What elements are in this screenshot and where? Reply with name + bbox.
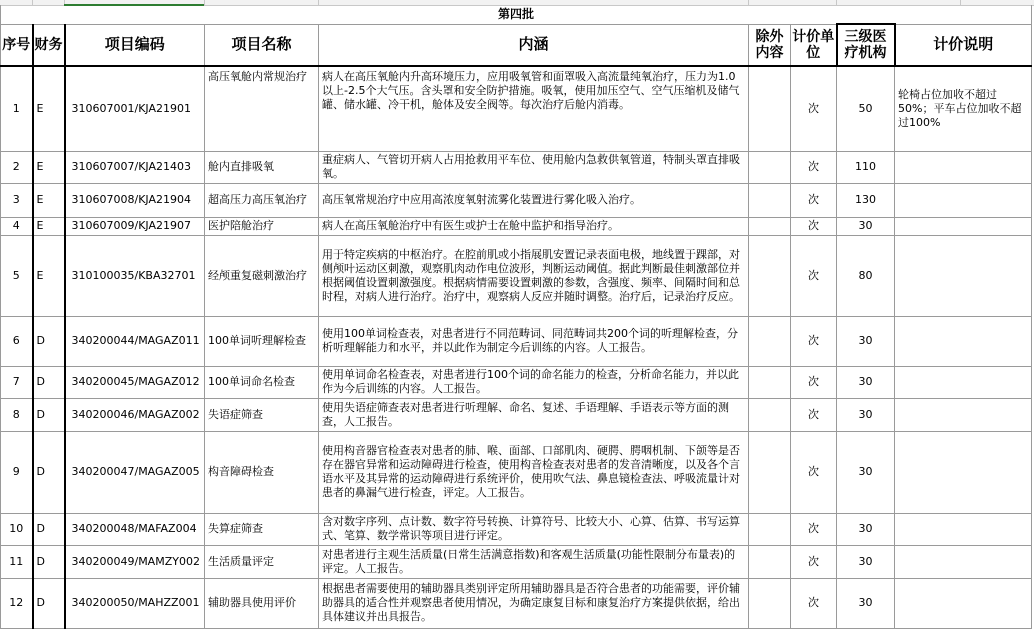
cell-note[interactable]	[895, 398, 1032, 431]
cell-code[interactable]: 310607007/KJA21403	[65, 151, 205, 183]
header-name[interactable]: 项目名称	[205, 24, 319, 66]
table-row	[1, 366, 1032, 398]
table-row	[1, 316, 1032, 366]
cell-seq[interactable]: 11	[1, 545, 33, 578]
table-row	[1, 217, 1032, 235]
cell-price[interactable]: 30	[837, 578, 895, 628]
cell-excluded[interactable]	[749, 513, 791, 545]
cell-code[interactable]: 340200047/MAGAZ005	[65, 431, 205, 513]
cell-note[interactable]: 轮椅占位加收不超过50%；平车占位加收不超过100%	[895, 66, 1032, 151]
table-row	[1, 545, 1032, 578]
cell-excluded[interactable]	[749, 316, 791, 366]
cell-price[interactable]: 30	[837, 366, 895, 398]
cell-excluded[interactable]	[749, 545, 791, 578]
cell-seq[interactable]: 1	[1, 66, 33, 151]
cell-code[interactable]: 340200048/MAFAZ004	[65, 513, 205, 545]
cell-content[interactable]: 高压氧常规治疗中应用高浓度氧射流雾化装置进行雾化吸入治疗。	[319, 183, 749, 217]
table-row	[1, 183, 1032, 217]
cell-price[interactable]: 110	[837, 151, 895, 183]
cell-unit[interactable]: 次	[791, 545, 837, 578]
cell-seq[interactable]: 10	[1, 513, 33, 545]
table-row	[1, 235, 1032, 316]
cell-code[interactable]: 340200049/MAMZY002	[65, 545, 205, 578]
cell-excluded[interactable]	[749, 183, 791, 217]
table-row	[1, 398, 1032, 431]
cell-content[interactable]: 使用单词命名检查表，对患者进行100个词的命名能力的检查，分析命名能力，并以此作为今后训练的内容。人工报告。	[319, 366, 749, 398]
cell-note[interactable]	[895, 316, 1032, 366]
cell-code[interactable]: 310607009/KJA21907	[65, 217, 205, 235]
cell-finance[interactable]: D	[33, 398, 65, 431]
cell-unit[interactable]: 次	[791, 183, 837, 217]
cell-price[interactable]: 30	[837, 431, 895, 513]
cell-content[interactable]: 病人在高压氧舱内升高环境压力，应用吸氧管和面罩吸入高流量纯氧治疗，压力为1.0以上-2.5个大气压。含头罩和安全防护措施。吸氧，使用加压空气、空气压缩机及储气罐、储水罐、冷干机，舱体及安全阀等。每次治疗后舱内消毒。	[319, 66, 749, 151]
cell-seq[interactable]: 8	[1, 398, 33, 431]
cell-code[interactable]: 340200050/MAHZZ001	[65, 578, 205, 628]
table-row	[1, 151, 1032, 183]
table-row	[1, 431, 1032, 513]
cell-seq[interactable]: 12	[1, 578, 33, 628]
cell-unit[interactable]: 次	[791, 398, 837, 431]
cell-price[interactable]: 30	[837, 545, 895, 578]
cell-content[interactable]: 对患者进行主观生活质量(日常生活满意指数)和客观生活质量(功能性限制分布量表)的评定。人工报告。	[319, 545, 749, 578]
cell-seq[interactable]: 7	[1, 366, 33, 398]
header-note[interactable]: 计价说明	[895, 24, 1032, 66]
cell-name[interactable]: 构音障碍检查	[205, 431, 319, 513]
header-code[interactable]: 项目编码	[65, 24, 205, 66]
cell-note[interactable]	[895, 545, 1032, 578]
cell-code[interactable]: 340200045/MAGAZ012	[65, 366, 205, 398]
batch-title[interactable]: 第四批	[1, 5, 1032, 24]
cell-price[interactable]: 30	[837, 217, 895, 235]
cell-seq[interactable]: 4	[1, 217, 33, 235]
cell-unit[interactable]: 次	[791, 366, 837, 398]
cell-content[interactable]: 病人在高压氧舱治疗中有医生或护士在舱中监护和指导治疗。	[319, 217, 749, 235]
header-finance[interactable]: 财务	[33, 24, 65, 66]
cell-price[interactable]: 130	[837, 183, 895, 217]
header-content[interactable]: 内涵	[319, 24, 749, 66]
cell-excluded[interactable]	[749, 151, 791, 183]
cell-finance[interactable]: D	[33, 578, 65, 628]
cell-finance[interactable]: E	[33, 151, 65, 183]
header-unit[interactable]: 计价单位	[791, 24, 837, 66]
cell-excluded[interactable]	[749, 431, 791, 513]
cell-note[interactable]	[895, 217, 1032, 235]
cell-code[interactable]: 310607001/KJA21901	[65, 66, 205, 151]
price-table	[0, 5, 1032, 629]
cell-note[interactable]	[895, 235, 1032, 316]
cell-content[interactable]: 使用100单词检查表，对患者进行不同范畴词、同范畴词共200个词的听理解检查，分析听理解能力和水平，并以此作为制定今后训练的内容。人工报告。	[319, 316, 749, 366]
cell-content[interactable]: 使用失语症筛查表对患者进行听理解、命名、复述、手语理解、手语表示等方面的测查，人工报告。	[319, 398, 749, 431]
header-price[interactable]: 三级医疗机构	[837, 24, 895, 66]
cell-excluded[interactable]	[749, 366, 791, 398]
cell-code[interactable]: 310100035/KBA32701	[65, 235, 205, 316]
cell-seq[interactable]: 9	[1, 431, 33, 513]
cell-name[interactable]: 经颅重复磁刺激治疗	[205, 235, 319, 316]
cell-code[interactable]: 340200046/MAGAZ002	[65, 398, 205, 431]
table-row	[1, 578, 1032, 628]
cell-price[interactable]: 80	[837, 235, 895, 316]
cell-finance[interactable]: D	[33, 513, 65, 545]
cell-seq[interactable]: 2	[1, 151, 33, 183]
cell-content[interactable]: 根据患者需要使用的辅助器具类别评定所用辅助器具是否符合患者的功能需要，评价辅助器具的适合性并观察患者使用情况，为确定康复目标和康复治疗方案提供依据，给出具体建议并出具报告。	[319, 578, 749, 628]
cell-note[interactable]	[895, 578, 1032, 628]
cell-unit[interactable]: 次	[791, 431, 837, 513]
cell-finance[interactable]: D	[33, 366, 65, 398]
table-row	[1, 513, 1032, 545]
cell-unit[interactable]: 次	[791, 513, 837, 545]
cell-price[interactable]: 30	[837, 513, 895, 545]
cell-name[interactable]: 超高压力高压氧治疗	[205, 183, 319, 217]
cell-excluded[interactable]	[749, 398, 791, 431]
cell-unit[interactable]: 次	[791, 66, 837, 151]
cell-name[interactable]: 100单词听理解检查	[205, 316, 319, 366]
cell-excluded[interactable]	[749, 235, 791, 316]
cell-unit[interactable]: 次	[791, 316, 837, 366]
cell-note[interactable]	[895, 151, 1032, 183]
cell-excluded[interactable]	[749, 66, 791, 151]
cell-seq[interactable]: 6	[1, 316, 33, 366]
cell-name[interactable]: 生活质量评定	[205, 545, 319, 578]
cell-code[interactable]: 310607008/KJA21904	[65, 183, 205, 217]
header-seq[interactable]: 序号	[1, 24, 33, 66]
table-row	[1, 66, 1032, 151]
cell-seq[interactable]: 3	[1, 183, 33, 217]
cell-content[interactable]: 使用构音器官检查表对患者的肺、喉、面部、口部肌肉、硬腭、腭咽机制、下颌等是否存在器官异常和运动障碍进行检查，使用构音检查表对患者的发音清晰度，以及各个言语水平及其异常的运动障碍进行系统评价，使用吹气法、鼻息镜检查法、呼吸流量计对患者的鼻漏气进行检查，评定。人工报告。	[319, 431, 749, 513]
cell-finance[interactable]: E	[33, 66, 65, 151]
cell-name[interactable]: 100单词命名检查	[205, 366, 319, 398]
cell-finance[interactable]: D	[33, 545, 65, 578]
cell-finance[interactable]: E	[33, 235, 65, 316]
cell-excluded[interactable]	[749, 217, 791, 235]
header-excluded[interactable]: 除外内容	[749, 24, 791, 66]
cell-name[interactable]: 高压氧舱内常规治疗	[205, 66, 319, 151]
cell-name[interactable]: 辅助器具使用评价	[205, 578, 319, 628]
cell-unit[interactable]: 次	[791, 235, 837, 316]
cell-note[interactable]	[895, 431, 1032, 513]
batch-title-row	[1, 5, 1032, 24]
cell-content[interactable]: 用于特定疾病的中枢治疗。在腔前肌或小指展肌安置记录表面电极，地线置于踝部，对侧颅叶运动区刺激，观察肌肉动作电位波形，判断运动阈值。据此判断最佳刺激部位并根据阈值设置刺激强度。根据病情需要设置刺激的参数，含强度、频率、间隔时间和总时程，对病人进行治疗。治疗中，观察病人反应并随时调整。治疗后，记录治疗反应。	[319, 235, 749, 316]
cell-finance[interactable]: E	[33, 183, 65, 217]
cell-name[interactable]: 失算症筛查	[205, 513, 319, 545]
cell-note[interactable]	[895, 366, 1032, 398]
cell-name[interactable]: 舱内直排吸氧	[205, 151, 319, 183]
cell-finance[interactable]: D	[33, 431, 65, 513]
cell-finance[interactable]: E	[33, 217, 65, 235]
cell-unit[interactable]: 次	[791, 151, 837, 183]
cell-seq[interactable]: 5	[1, 235, 33, 316]
cell-excluded[interactable]	[749, 578, 791, 628]
cell-content[interactable]: 重症病人、气管切开病人占用抢救用平车位、使用舱内急救供氧管道，特制头罩直排吸氧。	[319, 151, 749, 183]
cell-code[interactable]: 340200044/MAGAZ011	[65, 316, 205, 366]
cell-note[interactable]	[895, 513, 1032, 545]
cell-price[interactable]: 50	[837, 66, 895, 151]
cell-content[interactable]: 含对数字序列、点计数、数字符号转换、计算符号、比较大小、心算、估算、书写运算式、笔算、数学常识等项目进行评定。	[319, 513, 749, 545]
cell-name[interactable]: 失语症筛查	[205, 398, 319, 431]
cell-finance[interactable]: D	[33, 316, 65, 366]
cell-unit[interactable]: 次	[791, 578, 837, 628]
cell-price[interactable]: 30	[837, 316, 895, 366]
cell-name[interactable]: 医护陪舱治疗	[205, 217, 319, 235]
header-row	[1, 24, 1032, 66]
cell-unit[interactable]: 次	[791, 217, 837, 235]
cell-price[interactable]: 30	[837, 398, 895, 431]
cell-note[interactable]	[895, 183, 1032, 217]
